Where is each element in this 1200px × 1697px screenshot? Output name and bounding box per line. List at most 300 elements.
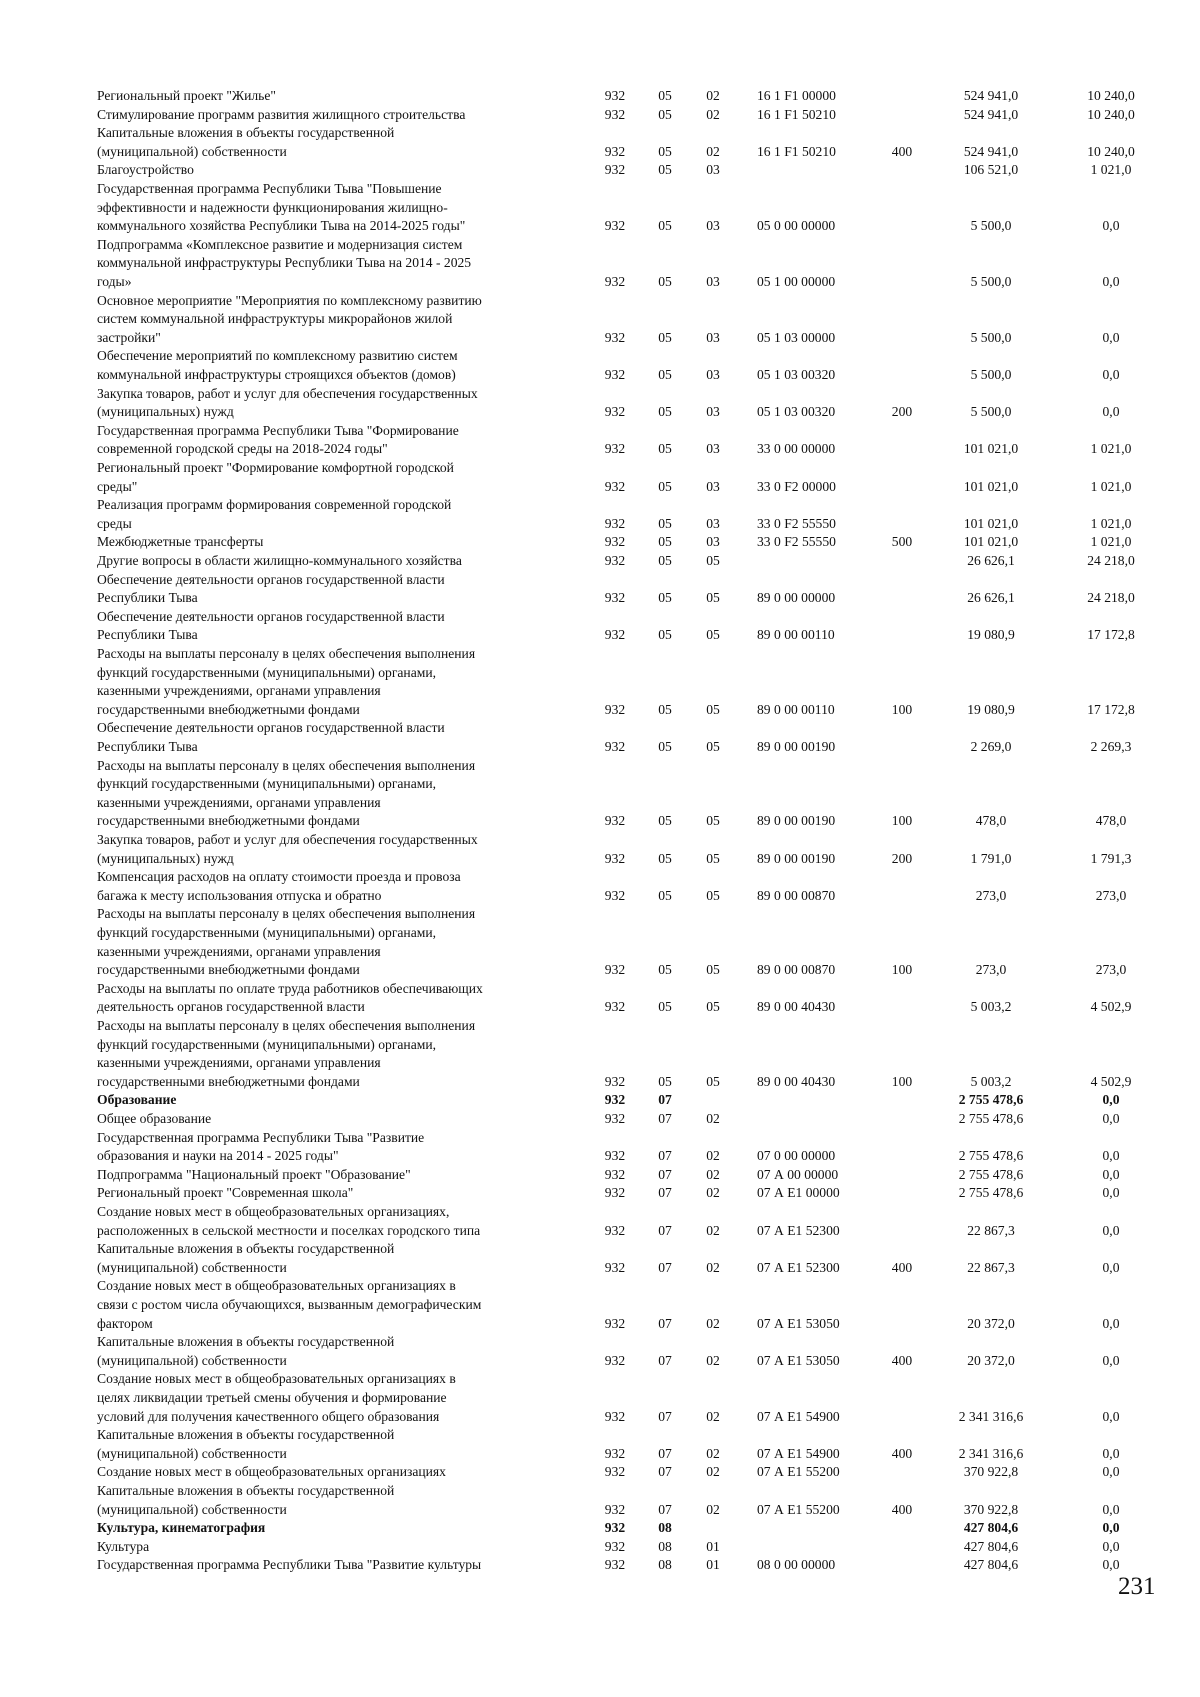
cell-expense-type: 200 — [891, 850, 913, 866]
row-description-line: Благоустройство — [97, 162, 194, 178]
cell-subsection: 05 — [706, 738, 720, 754]
cell-section: 05 — [658, 850, 672, 866]
cell-grbs: 932 — [604, 738, 626, 754]
table-row — [0, 106, 1200, 125]
row-description-line: Капитальные вложения в объекты государственной — [97, 1241, 395, 1257]
cell-section: 05 — [658, 962, 672, 978]
row-description-line: функций государственными (муниципальными) органами, — [97, 664, 437, 680]
cell-target-article: 07 А 00 00000 — [757, 1166, 839, 1182]
cell-amount-2: 24 218,0 — [1087, 553, 1135, 568]
cell-expense-type: 400 — [891, 1259, 913, 1275]
row-description-line: Обеспечение деятельности органов государственной власти — [97, 720, 445, 736]
row-description-line: расположенных в сельской местности и поселках городского типа — [97, 1222, 481, 1238]
cell-grbs: 932 — [604, 162, 626, 178]
row-description-line: эффективности и надежности функционирования жилищно- — [97, 199, 448, 215]
cell-amount-1: 370 922,8 — [963, 1464, 1019, 1480]
row-description-line: казенными учреждениями, органами управления — [97, 1055, 381, 1071]
cell-grbs: 932 — [604, 273, 626, 289]
cell-grbs: 932 — [604, 1222, 626, 1238]
table-row — [0, 496, 1200, 533]
cell-amount-2: 1 021,0 — [1090, 534, 1132, 550]
cell-amount-1: 5 003,2 — [970, 1073, 1012, 1089]
row-description-line: Государственная программа Республики Тыва "Развитие — [97, 1129, 425, 1145]
cell-section: 08 — [658, 1557, 672, 1573]
cell-amount-2: 10 240,0 — [1087, 143, 1135, 159]
row-description-line: Расходы на выплаты персоналу в целях обеспечения выполнения — [97, 646, 476, 661]
cell-grbs: 932 — [604, 1557, 626, 1573]
table-row — [0, 180, 1200, 236]
row-description-line: (муниципальной) собственности — [97, 1501, 287, 1517]
cell-amount-2: 0,0 — [1102, 1166, 1120, 1182]
cell-subsection: 02 — [706, 1166, 720, 1182]
table-row — [0, 571, 1200, 608]
cell-section: 07 — [658, 1501, 672, 1517]
cell-amount-2: 1 021,0 — [1090, 441, 1132, 457]
cell-subsection: 05 — [706, 999, 720, 1015]
cell-subsection: 02 — [706, 143, 720, 159]
cell-grbs: 932 — [604, 1520, 626, 1536]
cell-target-article: 89 0 00 00870 — [757, 962, 836, 978]
cell-subsection: 02 — [706, 1315, 720, 1331]
cell-grbs: 932 — [604, 1464, 626, 1480]
row-description-line: коммунальной инфраструктуры строящихся объектов (домов) — [97, 366, 456, 382]
table-row — [0, 1482, 1200, 1519]
cell-amount-1: 478,0 — [975, 813, 1007, 829]
cell-target-article: 89 0 00 40430 — [757, 1073, 836, 1089]
table-row — [0, 533, 1200, 552]
cell-amount-1: 22 867,3 — [967, 1222, 1015, 1238]
row-description-line: систем коммунальной инфраструктуры микрорайонов жилой — [97, 311, 453, 327]
cell-subsection: 05 — [706, 553, 720, 568]
cell-amount-2: 10 240,0 — [1087, 106, 1135, 122]
cell-target-article: 07 А Е1 53050 — [757, 1315, 840, 1331]
cell-grbs: 932 — [604, 850, 626, 866]
row-description-line: государственными внебюджетными фондами — [97, 813, 360, 829]
cell-amount-1: 26 626,1 — [967, 590, 1015, 606]
cell-amount-1: 2 269,0 — [970, 738, 1012, 754]
row-description-line: застройки" — [97, 329, 161, 345]
row-description-line: (муниципальной) собственности — [97, 1352, 287, 1368]
cell-expense-type: 100 — [891, 701, 913, 717]
row-description-line: Закупка товаров, работ и услуг для обеспечения государственных — [97, 832, 478, 847]
cell-target-article: 05 1 03 00320 — [757, 366, 836, 382]
cell-subsection: 02 — [706, 1501, 720, 1517]
row-description-line: среды" — [97, 478, 138, 494]
row-description-line: Создание новых мест в общеобразовательных организациях — [97, 1464, 446, 1480]
table-row — [0, 1370, 1200, 1426]
cell-amount-2: 0,0 — [1102, 1520, 1120, 1536]
cell-amount-1: 273,0 — [975, 962, 1007, 978]
table-row — [0, 552, 1200, 571]
table-row — [0, 1556, 1200, 1575]
cell-section: 05 — [658, 404, 672, 420]
cell-subsection: 01 — [706, 1538, 720, 1554]
row-description-line: Региональный проект "Жилье" — [97, 88, 276, 103]
row-description-line: Расходы на выплаты по оплате труда работников обеспечивающих — [97, 980, 483, 996]
cell-subsection: 02 — [706, 1111, 720, 1126]
table-row — [0, 1463, 1200, 1482]
cell-expense-type: 200 — [891, 404, 913, 420]
cell-subsection: 03 — [706, 441, 720, 457]
cell-subsection: 02 — [706, 88, 720, 103]
cell-expense-type: 400 — [891, 143, 913, 159]
table-row — [0, 1240, 1200, 1277]
row-description-line: Расходы на выплаты персоналу в целях обеспечения выполнения — [97, 1018, 476, 1033]
cell-expense-type: 400 — [891, 1501, 913, 1517]
cell-amount-1: 5 500,0 — [970, 329, 1012, 345]
row-description-line: фактором — [97, 1315, 153, 1331]
cell-amount-1: 5 500,0 — [970, 273, 1012, 289]
cell-amount-1: 427 804,6 — [963, 1557, 1019, 1573]
cell-amount-1: 101 021,0 — [963, 478, 1019, 494]
table-row — [0, 347, 1200, 384]
cell-target-article: 89 0 00 00190 — [757, 813, 836, 829]
row-description-line: современной городской среды на 2018-2024 годы" — [97, 441, 388, 457]
cell-target-article: 16 1 F1 00000 — [757, 88, 836, 103]
row-description-line: казенными учреждениями, органами управления — [97, 794, 381, 810]
cell-grbs: 932 — [604, 218, 626, 234]
row-description-line: казенными учреждениями, органами управления — [97, 943, 381, 959]
table-row — [0, 980, 1200, 1017]
cell-amount-1: 5 500,0 — [970, 218, 1012, 234]
cell-section: 05 — [658, 329, 672, 345]
cell-target-article: 33 0 F2 00000 — [757, 478, 836, 494]
cell-grbs: 932 — [604, 1166, 626, 1182]
cell-amount-2: 24 218,0 — [1087, 590, 1135, 606]
cell-target-article: 16 1 F1 50210 — [757, 143, 836, 159]
cell-expense-type: 100 — [891, 813, 913, 829]
table-row — [0, 1166, 1200, 1185]
cell-section: 05 — [658, 106, 672, 122]
row-description-line: функций государственными (муниципальными) органами, — [97, 924, 437, 940]
cell-grbs: 932 — [604, 999, 626, 1015]
cell-amount-1: 101 021,0 — [963, 515, 1019, 531]
table-row — [0, 608, 1200, 645]
cell-amount-2: 0,0 — [1102, 273, 1120, 289]
cell-target-article: 89 0 00 00000 — [757, 590, 836, 606]
cell-target-article: 08 0 00 00000 — [757, 1557, 836, 1573]
cell-subsection: 05 — [706, 627, 720, 643]
cell-expense-type: 100 — [891, 962, 913, 978]
cell-amount-2: 0,0 — [1102, 1111, 1120, 1126]
row-description-line: Компенсация расходов на оплату стоимости проезда и провоза — [97, 869, 461, 885]
cell-amount-2: 0,0 — [1102, 218, 1120, 234]
table-row — [0, 1203, 1200, 1240]
cell-amount-2: 0,0 — [1102, 1352, 1120, 1368]
row-description-line: (муниципальных) нужд — [97, 850, 234, 866]
row-description-line: Закупка товаров, работ и услуг для обеспечения государственных — [97, 385, 478, 401]
cell-target-article: 89 0 00 00190 — [757, 850, 836, 866]
table-row — [0, 645, 1200, 719]
cell-target-article: 33 0 F2 55550 — [757, 534, 836, 550]
table-row — [0, 831, 1200, 868]
cell-grbs: 932 — [604, 441, 626, 457]
table-row — [0, 236, 1200, 292]
cell-target-article: 89 0 00 00870 — [757, 887, 836, 903]
cell-grbs: 932 — [604, 143, 626, 159]
cell-grbs: 932 — [604, 1111, 626, 1126]
cell-amount-2: 0,0 — [1102, 1557, 1120, 1573]
row-description-line: функций государственными (муниципальными) органами, — [97, 1036, 437, 1052]
cell-target-article: 07 А Е1 53050 — [757, 1352, 840, 1368]
row-description-line: Создание новых мест в общеобразовательных организациях в — [97, 1278, 456, 1294]
row-description-line: Подпрограмма "Национальный проект "Образование" — [97, 1166, 411, 1182]
table-row — [0, 1333, 1200, 1370]
table-row — [0, 1519, 1200, 1538]
cell-grbs: 932 — [604, 701, 626, 717]
cell-amount-1: 20 372,0 — [967, 1315, 1015, 1331]
row-description-line: багажа к месту использования отпуска и обратно — [97, 887, 382, 903]
cell-amount-2: 4 502,9 — [1090, 1073, 1132, 1089]
cell-amount-1: 19 080,9 — [967, 627, 1015, 643]
cell-grbs: 932 — [604, 627, 626, 643]
cell-target-article: 33 0 00 00000 — [757, 441, 836, 457]
cell-amount-1: 273,0 — [975, 887, 1007, 903]
cell-amount-1: 20 372,0 — [967, 1352, 1015, 1368]
row-description-line: Создание новых мест в общеобразовательных организациях в — [97, 1371, 456, 1387]
row-description-line: Обеспечение деятельности органов государственной власти — [97, 571, 445, 587]
cell-subsection: 03 — [706, 218, 720, 234]
cell-subsection: 01 — [706, 1557, 720, 1573]
cell-subsection: 03 — [706, 366, 720, 382]
row-description-line: Республики Тыва — [97, 738, 198, 754]
row-description-line: годы» — [97, 273, 132, 289]
cell-section: 05 — [658, 366, 672, 382]
row-description-line: деятельность органов государственной власти — [97, 999, 365, 1015]
cell-amount-1: 524 941,0 — [963, 143, 1019, 159]
cell-section: 05 — [658, 88, 672, 103]
row-description-line: Подпрограмма «Комплексное развитие и модернизация систем — [97, 236, 463, 252]
cell-subsection: 03 — [706, 404, 720, 420]
cell-subsection: 02 — [706, 1259, 720, 1275]
row-description-line: казенными учреждениями, органами управления — [97, 683, 381, 699]
cell-grbs: 932 — [604, 515, 626, 531]
cell-amount-2: 1 791,3 — [1090, 850, 1132, 866]
row-description-line: Государственная программа Республики Тыва "Формирование — [97, 422, 459, 438]
cell-amount-2: 0,0 — [1102, 329, 1120, 345]
row-description-line: среды — [97, 515, 132, 531]
cell-amount-1: 101 021,0 — [963, 441, 1019, 457]
row-description-line: Расходы на выплаты персоналу в целях обеспечения выполнения — [97, 906, 476, 922]
row-description-line: Образование — [97, 1092, 177, 1108]
cell-section: 05 — [658, 999, 672, 1015]
cell-amount-1: 101 021,0 — [963, 534, 1019, 550]
cell-amount-2: 0,0 — [1102, 1222, 1120, 1238]
cell-subsection: 05 — [706, 850, 720, 866]
table-row — [0, 124, 1200, 161]
row-description-line: Расходы на выплаты персоналу в целях обеспечения выполнения — [97, 757, 476, 773]
cell-amount-2: 0,0 — [1102, 1148, 1120, 1164]
cell-subsection: 05 — [706, 813, 720, 829]
cell-section: 05 — [658, 515, 672, 531]
cell-expense-type: 500 — [891, 534, 913, 550]
cell-grbs: 932 — [604, 813, 626, 829]
cell-amount-1: 2 755 478,6 — [958, 1166, 1024, 1182]
cell-section: 05 — [658, 1073, 672, 1089]
row-description-line: Создание новых мест в общеобразовательных организациях, — [97, 1204, 450, 1219]
cell-grbs: 932 — [604, 590, 626, 606]
table-row — [0, 161, 1200, 180]
table-row — [0, 422, 1200, 459]
table-row — [0, 719, 1200, 756]
cell-section: 08 — [658, 1538, 672, 1554]
table-row — [0, 292, 1200, 348]
table-row — [0, 1129, 1200, 1166]
row-description-line: условий для получения качественного общего образования — [97, 1408, 440, 1424]
cell-section: 07 — [658, 1464, 672, 1480]
row-description-line: Культура — [97, 1538, 150, 1554]
cell-section: 08 — [658, 1520, 672, 1536]
cell-section: 07 — [658, 1445, 672, 1461]
row-description-line: государственными внебюджетными фондами — [97, 701, 360, 717]
row-description-line: коммунальной инфраструктуры Республики Тыва на 2014 - 2025 — [97, 255, 472, 271]
cell-grbs: 932 — [604, 1148, 626, 1164]
cell-amount-1: 5 003,2 — [970, 999, 1012, 1015]
row-description-line: целях ликвидации третьей смены обучения и формирование — [97, 1389, 447, 1405]
cell-amount-2: 10 240,0 — [1087, 88, 1135, 103]
cell-grbs: 932 — [604, 1185, 626, 1201]
cell-amount-1: 2 341 316,6 — [958, 1408, 1024, 1424]
cell-section: 07 — [658, 1185, 672, 1201]
cell-grbs: 932 — [604, 1092, 626, 1108]
cell-subsection: 05 — [706, 701, 720, 717]
cell-amount-1: 427 804,6 — [963, 1538, 1019, 1554]
cell-section: 05 — [658, 553, 672, 568]
cell-amount-2: 0,0 — [1102, 1092, 1120, 1108]
row-description-line: Государственная программа Республики Тыва "Повышение — [97, 181, 442, 196]
table-row — [0, 905, 1200, 979]
table-row — [0, 1277, 1200, 1333]
table-row — [0, 1538, 1200, 1557]
cell-target-article: 05 1 03 00000 — [757, 329, 836, 345]
cell-grbs: 932 — [604, 478, 626, 494]
cell-grbs: 932 — [604, 1259, 626, 1275]
cell-target-article: 07 А Е1 54900 — [757, 1445, 840, 1461]
cell-amount-2: 2 269,3 — [1090, 738, 1132, 754]
cell-grbs: 932 — [604, 404, 626, 420]
cell-subsection: 05 — [706, 1073, 720, 1089]
page-number: 231 — [1118, 1573, 1156, 1600]
cell-grbs: 932 — [604, 887, 626, 903]
cell-amount-2: 17 172,8 — [1087, 627, 1135, 643]
cell-subsection: 03 — [706, 534, 720, 550]
cell-amount-1: 22 867,3 — [967, 1259, 1015, 1275]
cell-amount-1: 2 755 478,6 — [958, 1111, 1024, 1126]
table-row — [0, 1017, 1200, 1091]
cell-section: 05 — [658, 534, 672, 550]
cell-target-article: 07 А Е1 00000 — [757, 1185, 840, 1201]
cell-grbs: 932 — [604, 962, 626, 978]
cell-section: 07 — [658, 1352, 672, 1368]
cell-target-article: 07 0 00 00000 — [757, 1148, 836, 1164]
cell-section: 05 — [658, 701, 672, 717]
row-description-line: (муниципальных) нужд — [97, 404, 234, 420]
cell-amount-1: 2 341 316,6 — [958, 1445, 1024, 1461]
row-description-line: Капитальные вложения в объекты государственной — [97, 125, 395, 141]
row-description-line: Общее образование — [97, 1111, 212, 1126]
row-description-line: Обеспечение деятельности органов государственной власти — [97, 608, 445, 624]
cell-amount-2: 0,0 — [1102, 1464, 1120, 1480]
row-description-line: Региональный проект "Современная школа" — [97, 1185, 354, 1201]
cell-target-article: 07 А Е1 55200 — [757, 1464, 840, 1480]
cell-amount-1: 1 791,0 — [970, 850, 1012, 866]
table-row — [0, 87, 1200, 106]
cell-subsection: 03 — [706, 329, 720, 345]
cell-target-article: 07 А Е1 52300 — [757, 1259, 840, 1275]
cell-amount-1: 370 922,8 — [963, 1501, 1019, 1517]
cell-subsection: 02 — [706, 1352, 720, 1368]
cell-target-article: 33 0 F2 55550 — [757, 515, 836, 531]
row-description-line: Региональный проект "Формирование комфортной городской — [97, 460, 454, 475]
cell-section: 05 — [658, 162, 672, 178]
cell-target-article: 05 1 03 00320 — [757, 404, 836, 420]
cell-amount-1: 524 941,0 — [963, 106, 1019, 122]
cell-subsection: 02 — [706, 106, 720, 122]
row-description-line: Государственная программа Республики Тыва "Развитие культуры — [97, 1557, 482, 1573]
cell-subsection: 02 — [706, 1185, 720, 1201]
table-row — [0, 385, 1200, 422]
cell-amount-2: 4 502,9 — [1090, 999, 1132, 1015]
cell-subsection: 03 — [706, 478, 720, 494]
cell-section: 05 — [658, 813, 672, 829]
cell-amount-1: 5 500,0 — [970, 404, 1012, 420]
cell-section: 07 — [658, 1315, 672, 1331]
row-description-line: Межбюджетные трансферты — [97, 534, 264, 550]
cell-amount-2: 0,0 — [1102, 1185, 1120, 1201]
cell-subsection: 02 — [706, 1148, 720, 1164]
cell-section: 07 — [658, 1259, 672, 1275]
cell-section: 05 — [658, 627, 672, 643]
row-description-line: государственными внебюджетными фондами — [97, 1073, 360, 1089]
cell-target-article: 07 А Е1 55200 — [757, 1501, 840, 1517]
cell-amount-2: 0,0 — [1102, 1538, 1120, 1554]
cell-subsection: 02 — [706, 1464, 720, 1480]
cell-grbs: 932 — [604, 1501, 626, 1517]
row-description-line: государственными внебюджетными фондами — [97, 962, 360, 978]
cell-section: 05 — [658, 273, 672, 289]
cell-amount-1: 19 080,9 — [967, 701, 1015, 717]
cell-amount-2: 0,0 — [1102, 1501, 1120, 1517]
row-description-line: образования и науки на 2014 - 2025 годы" — [97, 1148, 339, 1164]
cell-amount-2: 273,0 — [1095, 962, 1127, 978]
cell-grbs: 932 — [604, 534, 626, 550]
cell-amount-1: 26 626,1 — [967, 553, 1015, 568]
cell-target-article: 89 0 00 00110 — [757, 701, 835, 717]
cell-amount-1: 2 755 478,6 — [958, 1148, 1024, 1164]
cell-amount-1: 5 500,0 — [970, 366, 1012, 382]
cell-amount-2: 1 021,0 — [1090, 478, 1132, 494]
table-row — [0, 1091, 1200, 1110]
cell-grbs: 932 — [604, 1445, 626, 1461]
cell-amount-1: 2 755 478,6 — [958, 1092, 1024, 1108]
cell-amount-2: 1 021,0 — [1090, 162, 1132, 178]
row-description-line: Реализация программ формирования современной городской — [97, 497, 452, 513]
table-row — [0, 1110, 1200, 1129]
row-description-line: коммунального хозяйства Республики Тыва на 2014-2025 годы" — [97, 218, 466, 234]
cell-grbs: 932 — [604, 553, 626, 568]
cell-target-article: 89 0 00 00110 — [757, 627, 835, 643]
cell-section: 05 — [658, 441, 672, 457]
row-description-line: Капитальные вложения в объекты государственной — [97, 1334, 395, 1350]
cell-amount-2: 0,0 — [1102, 1315, 1120, 1331]
cell-expense-type: 400 — [891, 1352, 913, 1368]
cell-section: 05 — [658, 218, 672, 234]
row-description-line: Капитальные вложения в объекты государственной — [97, 1427, 395, 1443]
cell-grbs: 932 — [604, 1073, 626, 1089]
cell-target-article: 05 1 00 00000 — [757, 273, 836, 289]
cell-subsection: 05 — [706, 887, 720, 903]
cell-grbs: 932 — [604, 329, 626, 345]
